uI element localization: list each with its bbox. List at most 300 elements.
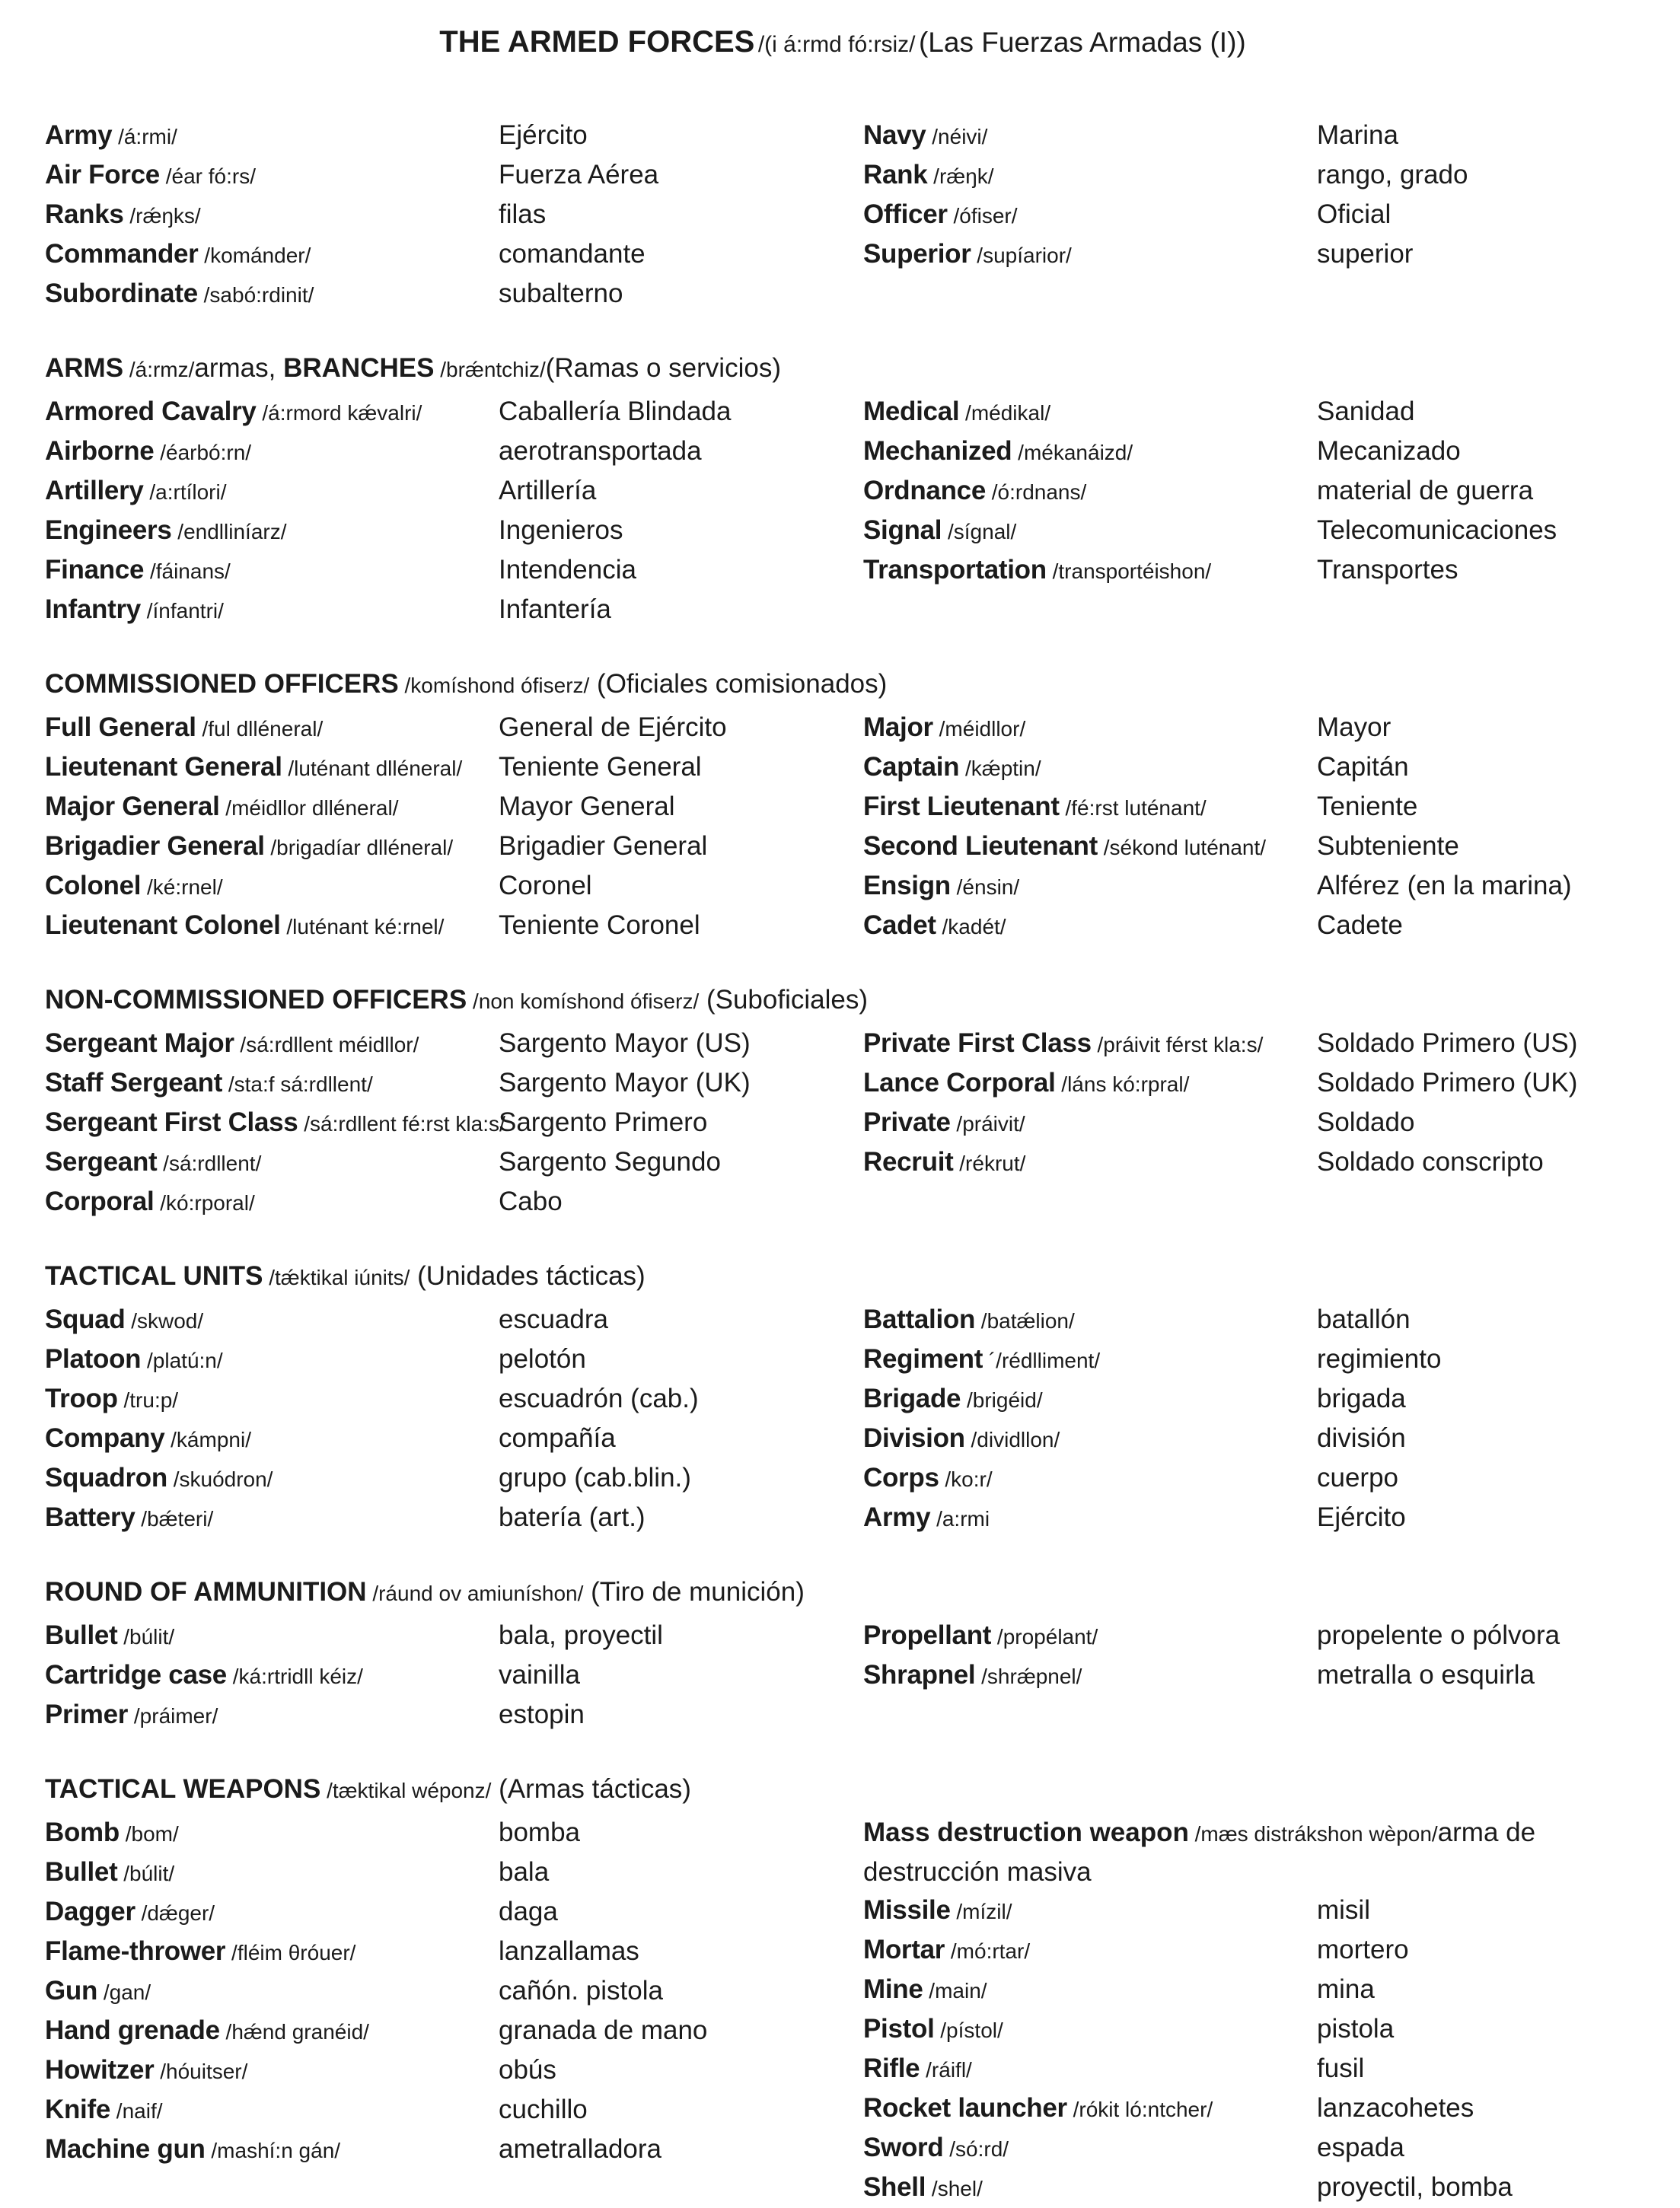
entry-term xyxy=(45,748,499,788)
entry-term xyxy=(863,906,1317,946)
entry-phonetic: /fé:rst luténant/ xyxy=(1059,796,1207,820)
entry-term-text: Propellant xyxy=(863,1620,992,1650)
entry-term xyxy=(863,511,1317,551)
entry-term-text: Lieutenant Colonel xyxy=(45,910,281,940)
entry-term xyxy=(863,196,1317,235)
entry-term xyxy=(45,867,499,906)
entry-phonetic: /fáinans/ xyxy=(144,559,231,583)
entry-term xyxy=(45,2091,499,2130)
entry-term-text: Brigade xyxy=(863,1384,961,1413)
title-text: THE ARMED FORCES xyxy=(439,25,755,59)
entry-term xyxy=(45,827,499,867)
entry-translation: escuadrón (cab.) xyxy=(499,1384,699,1413)
entry-phonetic: /méidllor dlléneral/ xyxy=(219,796,399,820)
entry-term xyxy=(45,1380,499,1419)
entry-translation: Soldado Primero (US) xyxy=(1317,1028,1578,1058)
entry-translation: estopin xyxy=(499,1700,585,1729)
entry-phonetic: /skwod/ xyxy=(125,1309,204,1333)
entry-phonetic: /práivit férst kla:s/ xyxy=(1091,1033,1264,1056)
vocab-section-5 xyxy=(45,1573,1640,1735)
entry-translation: Mayor xyxy=(1317,712,1391,742)
entry-term-text: Bomb xyxy=(45,1818,120,1847)
entry-term xyxy=(45,1024,499,1064)
entry-translation: granada de mano xyxy=(499,2015,708,2045)
entry-term xyxy=(45,1064,499,1104)
section-header-title: ROUND OF AMMUNITION xyxy=(45,1577,367,1607)
entry-term-text: Missile xyxy=(863,1895,951,1925)
entry-translation: mina xyxy=(1317,1974,1375,2004)
entry-term xyxy=(863,1931,1317,1971)
entry-term xyxy=(863,2129,1317,2168)
entry-term xyxy=(45,551,499,591)
entry-translation: Alférez (en la marina) xyxy=(1317,871,1572,900)
entry-phonetic: /sá:rdllent fé:rst kla:s/ xyxy=(298,1112,505,1136)
entry-term-text: Squadron xyxy=(45,1463,167,1493)
entry-phonetic: /mékanáizd/ xyxy=(1012,441,1133,464)
entry-term-text: Mine xyxy=(863,1974,923,2004)
entry-translation: lanzacohetes xyxy=(1317,2093,1474,2123)
section-header-spanish: armas, xyxy=(194,353,284,383)
entry-term-text: Cadet xyxy=(863,910,936,940)
column-right xyxy=(863,709,1640,946)
entry-term xyxy=(45,1932,499,1972)
entry-phonetic: /rókit ló:ntcher/ xyxy=(1066,2098,1213,2121)
entry-term xyxy=(45,2130,499,2170)
entry-term xyxy=(863,1656,1317,1696)
entry-phonetic: /a:rmi xyxy=(930,1507,990,1531)
entry-phonetic: /rékrut/ xyxy=(953,1152,1026,1175)
entry-term-text: Bullet xyxy=(45,1620,118,1650)
entry-phonetic: /énsin/ xyxy=(950,875,1020,899)
entry-term: Mass destruction weapon xyxy=(863,1818,1189,1847)
entry-phonetic: /bom/ xyxy=(119,1822,179,1846)
section-header-spanish: (Unidades tácticas) xyxy=(410,1261,646,1291)
entry-translation: Capitán xyxy=(1317,752,1409,782)
entry-term xyxy=(863,748,1317,788)
column-right xyxy=(863,393,1640,591)
entry-phonetic: /ko:r/ xyxy=(939,1467,993,1491)
entry-term-text: Battalion xyxy=(863,1305,976,1334)
entry-term-text: Mechanized xyxy=(863,436,1012,466)
entry-translation: daga xyxy=(499,1897,558,1926)
entry-term xyxy=(863,709,1317,748)
entry-translation: metralla o esquirla xyxy=(1317,1660,1535,1690)
section-header-phonetic: /á:rmz/ xyxy=(123,358,195,381)
entry-term-text: Machine gun xyxy=(45,2134,206,2164)
entry-term-text: Corps xyxy=(863,1463,939,1493)
entry-term xyxy=(863,156,1317,196)
entry-phonetic: /búlit/ xyxy=(117,1862,175,1885)
entry-term-text: Brigadier General xyxy=(45,831,265,861)
entry-phonetic: /sá:rdllent méidllor/ xyxy=(234,1033,419,1056)
entry-translation: Ejército xyxy=(1317,1502,1406,1532)
entry-phonetic: /bǽteri/ xyxy=(135,1507,214,1531)
entry-phonetic: /rǽŋk/ xyxy=(927,164,994,188)
entry-term xyxy=(863,432,1317,472)
entry-term xyxy=(45,1893,499,1932)
section-columns xyxy=(45,1024,1640,1222)
section-columns xyxy=(45,1814,1640,2208)
entry-term-text: Ensign xyxy=(863,871,951,900)
section-header xyxy=(45,981,1640,1024)
section-header xyxy=(45,349,1640,393)
column-right xyxy=(863,1814,1640,2208)
entry-translation: mortero xyxy=(1317,1935,1409,1964)
entry-term-text: Artillery xyxy=(45,476,144,505)
entry-term-text: Lance Corporal xyxy=(863,1068,1056,1098)
entry-phonetic: /ké:rnel/ xyxy=(141,875,223,899)
entry-phonetic: /éarbó:rn/ xyxy=(154,441,252,464)
entry-phonetic: /ínfantri/ xyxy=(140,599,224,623)
vocab-section-4 xyxy=(45,1257,1640,1538)
entry-translation: Cabo xyxy=(499,1187,563,1216)
entry-term-text: Rocket launcher xyxy=(863,2093,1067,2123)
entry-term-text: Lieutenant General xyxy=(45,752,282,782)
entry-phonetic: /propélant/ xyxy=(991,1625,1098,1649)
entry-term xyxy=(863,1380,1317,1419)
entry-term xyxy=(45,1499,499,1538)
entry-translation: General de Ejército xyxy=(499,712,727,742)
column-left xyxy=(45,116,863,314)
entry-term-text: Major General xyxy=(45,792,220,821)
entry-term xyxy=(45,196,499,235)
section-header-phonetic: /tæktikal wéponz/ xyxy=(320,1779,492,1802)
entry-phonetic: /láns kó:rpral/ xyxy=(1055,1072,1190,1096)
entry-phonetic: /búlit/ xyxy=(117,1625,175,1649)
entry-translation: Sargento Mayor (US) xyxy=(499,1028,751,1058)
entry-translation: regimiento xyxy=(1317,1344,1442,1374)
section-header-title: ARMS xyxy=(45,353,124,383)
entry-translation: Oficial xyxy=(1317,199,1391,229)
entry-term-text: Second Lieutenant xyxy=(863,831,1098,861)
entry-translation: espada xyxy=(1317,2133,1404,2162)
entry-term xyxy=(45,472,499,511)
entry-translation: Sanidad xyxy=(1317,397,1415,426)
entry-phonetic: /transportéishon/ xyxy=(1046,559,1212,583)
entry-translation: pelotón xyxy=(499,1344,586,1374)
entry-translation: Coronel xyxy=(499,871,592,900)
entry-translation: Sargento Primero xyxy=(499,1107,708,1137)
entry-translation: lanzallamas xyxy=(499,1936,639,1966)
entry-phonetic: /rǽŋks/ xyxy=(123,204,201,228)
entry-phonetic: /sá:rdllent/ xyxy=(157,1152,262,1175)
vocab-section-0 xyxy=(45,116,1640,314)
vocab-section-3 xyxy=(45,981,1640,1222)
entry-term xyxy=(45,1459,499,1499)
entry-translation: subalterno xyxy=(499,279,623,308)
entry-term xyxy=(863,393,1317,432)
section-header-title: COMMISSIONED OFFICERS xyxy=(45,669,399,699)
entry-term-text: Engineers xyxy=(45,515,172,545)
entry-translation: Soldado Primero (UK) xyxy=(1317,1068,1578,1098)
entry-term xyxy=(45,1696,499,1735)
entry-translation: Infantería xyxy=(499,594,611,624)
entry-phonetic: /kó:rporal/ xyxy=(154,1191,255,1215)
entry-phonetic: /shrǽpnel/ xyxy=(975,1665,1082,1688)
entry-term-text: Signal xyxy=(863,515,942,545)
entry-translation: Sargento Segundo xyxy=(499,1147,721,1177)
entry-translation: Intendencia xyxy=(499,555,636,585)
entry-translation: misil xyxy=(1317,1895,1370,1925)
section-header-spanish: (Armas tácticas) xyxy=(491,1774,691,1804)
entry-term-text: Division xyxy=(863,1423,965,1453)
entry-term-text: Pistol xyxy=(863,2014,935,2044)
entry-phonetic: /hóuitser/ xyxy=(154,2060,248,2083)
column-left xyxy=(45,393,863,630)
entry-translation: Transportes xyxy=(1317,555,1458,585)
entry-term-text: Sword xyxy=(863,2133,944,2162)
entry-term-text: Company xyxy=(45,1423,165,1453)
entry-term xyxy=(863,1340,1317,1380)
entry-term-text: Private First Class xyxy=(863,1028,1092,1058)
entry-term xyxy=(45,788,499,827)
entry-term-text: Private xyxy=(863,1107,951,1137)
entry-phonetic: /ófiser/ xyxy=(947,204,1018,228)
entry-term-text: Infantry xyxy=(45,594,141,624)
section-columns xyxy=(45,1301,1640,1538)
entry-phonetic: /kadét/ xyxy=(936,915,1006,938)
entry-term xyxy=(45,906,499,946)
section-header xyxy=(45,1770,1640,1814)
column-left xyxy=(45,1814,863,2170)
entry-translation: Soldado xyxy=(1317,1107,1415,1137)
column-left xyxy=(45,1617,863,1735)
section-header-phonetic: /non komíshond ófiserz/ xyxy=(467,989,700,1013)
entry-translation: Sargento Mayor (UK) xyxy=(499,1068,751,1098)
title-phonetic: /(i á:rmd fó:rsiz/ xyxy=(757,32,916,57)
entry-translation: Subteniente xyxy=(1317,831,1459,861)
section-columns xyxy=(45,709,1640,946)
entry-term-text: Ordnance xyxy=(863,476,986,505)
entry-term xyxy=(45,1853,499,1893)
entry-term xyxy=(45,116,499,156)
entry-term xyxy=(45,235,499,275)
entry-term-text: Cartridge case xyxy=(45,1660,227,1690)
entry-phonetic: /só:rd/ xyxy=(943,2137,1009,2161)
section-header-title: BRANCHES xyxy=(283,353,435,383)
entry-term xyxy=(45,1104,505,1143)
entry-term-text: Major xyxy=(863,712,933,742)
entry-phonetic: /hǽnd granéid/ xyxy=(219,2020,369,2044)
entry-term-text: Navy xyxy=(863,120,926,150)
entry-term xyxy=(863,2168,1317,2208)
section-header-spanish: (Ramas o servicios) xyxy=(545,353,781,383)
entry-phonetic: /luténant ké:rnel/ xyxy=(280,915,445,938)
entry-phonetic: /mæs distrákshon wèpon/ xyxy=(1188,1822,1438,1846)
entry-translation: Brigadier General xyxy=(499,831,708,861)
entry-term xyxy=(863,1064,1317,1104)
column-right xyxy=(863,1301,1640,1538)
entry-translation: ametralladora xyxy=(499,2134,661,2164)
entry-term xyxy=(45,1183,499,1222)
entry-phonetic: /mó:rtar/ xyxy=(945,1939,1031,1963)
entry-term-text: Shell xyxy=(863,2172,926,2202)
entry-term xyxy=(863,788,1317,827)
entry-term-text: Shrapnel xyxy=(863,1660,976,1690)
entry-phonetic: ´/rédlliment/ xyxy=(983,1349,1101,1372)
entry-term xyxy=(863,1459,1317,1499)
entry-term-text: Primer xyxy=(45,1700,129,1729)
entry-phonetic: /endlliníarz/ xyxy=(171,520,287,543)
entry-term xyxy=(45,1340,499,1380)
entry-term-text: Colonel xyxy=(45,871,142,900)
entry-term-text: Rank xyxy=(863,160,928,190)
entry-phonetic: /batǽlion/ xyxy=(975,1309,1075,1333)
entry-term-text: Staff Sergeant xyxy=(45,1068,223,1098)
entry-term-text: Troop xyxy=(45,1384,118,1413)
entry-term-text: Commander xyxy=(45,239,199,269)
vocab-section-6 xyxy=(45,1770,1640,2208)
section-header-phonetic: /ráund ov amiuníshon/ xyxy=(366,1582,584,1605)
entry-term-text: Air Force xyxy=(45,160,160,190)
entry-translation: Mecanizado xyxy=(1317,436,1461,466)
section-header-phonetic: /brǽntchiz/ xyxy=(434,358,546,381)
entry-phonetic: /sígnal/ xyxy=(942,520,1017,543)
section-header-title: NON-COMMISSIONED OFFICERS xyxy=(45,985,467,1015)
entry-translation: brigada xyxy=(1317,1384,1406,1413)
entry-term xyxy=(863,1301,1317,1340)
entry-phonetic: /dividllon/ xyxy=(964,1428,1060,1451)
section-columns xyxy=(45,393,1640,630)
entry-phonetic: /luténant dlléneral/ xyxy=(282,757,463,780)
entry-phonetic: /éar fó:rs/ xyxy=(159,164,257,188)
entry-term-text: Army xyxy=(863,1502,931,1532)
entry-term-text: Platoon xyxy=(45,1344,142,1374)
section-header-phonetic: /tǽktikal iúnits/ xyxy=(263,1266,410,1289)
entry-phonetic: /sabó:rdinit/ xyxy=(197,283,314,307)
entry-term-text: Sergeant xyxy=(45,1147,158,1177)
entry-translation: Telecomunicaciones xyxy=(1317,515,1557,545)
entry-translation: cañón. pistola xyxy=(499,1976,663,2006)
entry-translation: pistola xyxy=(1317,2014,1395,2044)
entry-term-text: Dagger xyxy=(45,1897,135,1926)
entry-term-text: Gun xyxy=(45,1976,98,2006)
entry-translation: Fuerza Aérea xyxy=(499,160,659,190)
entry-translation: batallón xyxy=(1317,1305,1411,1334)
entry-phonetic: /ful dlléneral/ xyxy=(196,717,324,741)
entry-phonetic: /médikal/ xyxy=(959,401,1051,425)
vocab-section-1 xyxy=(45,349,1640,630)
entry-term-text: First Lieutenant xyxy=(863,792,1060,821)
entry-term-text: Superior xyxy=(863,239,971,269)
entry-translation: Ejército xyxy=(499,120,588,150)
entry-term-text: Recruit xyxy=(863,1147,954,1177)
entry-term-text: Airborne xyxy=(45,436,155,466)
entry-phonetic: /brigéid/ xyxy=(961,1388,1043,1412)
entry-term-text: Full General xyxy=(45,712,196,742)
entry-phonetic: /sékond luténant/ xyxy=(1098,836,1267,859)
entry-term xyxy=(863,1143,1317,1183)
section-columns xyxy=(45,1617,1640,1735)
entry-term-text: Battery xyxy=(45,1502,135,1532)
entry-phonetic: /brigadíar dlléneral/ xyxy=(264,836,454,859)
entry-term xyxy=(45,1656,499,1696)
entry-term xyxy=(863,472,1317,511)
entry-phonetic: /práimer/ xyxy=(128,1704,218,1728)
entry-phonetic: /á:rmord kǽvalri/ xyxy=(256,401,422,425)
entry-term xyxy=(863,1499,1317,1538)
column-left xyxy=(45,1301,863,1538)
entry-phonetic: /naif/ xyxy=(110,2099,163,2123)
entry-term xyxy=(863,1971,1317,2010)
section-header-phonetic: /komíshond ófiserz/ xyxy=(398,674,590,697)
entry-translation: bala xyxy=(499,1857,550,1887)
entry-term xyxy=(45,1814,499,1853)
entry-translation: comandante xyxy=(499,239,646,269)
entry-phonetic: /fléim θróuer/ xyxy=(225,1941,356,1964)
entry-term xyxy=(45,591,499,630)
entry-phonetic: /skuódron/ xyxy=(167,1467,273,1491)
column-left xyxy=(45,709,863,946)
entry-translation: bomba xyxy=(499,1818,581,1847)
entry-term-text: Medical xyxy=(863,397,960,426)
entry-term xyxy=(863,2089,1317,2129)
entry-translation: batería (art.) xyxy=(499,1502,646,1532)
entry-term-text: Rifle xyxy=(863,2053,920,2083)
vocab-section-2 xyxy=(45,665,1640,946)
section-header xyxy=(45,1573,1640,1617)
entry-translation: cuchillo xyxy=(499,2095,588,2124)
entry-term xyxy=(45,1143,499,1183)
entry-translation: grupo (cab.blin.) xyxy=(499,1463,691,1493)
entry-term xyxy=(863,1104,1317,1143)
entry-phonetic: /mízil/ xyxy=(950,1900,1012,1923)
entry-translation: Teniente xyxy=(1317,792,1418,821)
entry-term-text: Corporal xyxy=(45,1187,155,1216)
entry-phonetic: /kománder/ xyxy=(198,244,311,267)
entry-translation: rango, grado xyxy=(1317,160,1468,190)
entry-translation: fusil xyxy=(1317,2053,1365,2083)
entry-term-text: Sergeant First Class xyxy=(45,1107,298,1137)
entry-term-text: Officer xyxy=(863,199,948,229)
entry-translation: aerotransportada xyxy=(499,436,702,466)
entry-term xyxy=(863,235,1317,275)
entry-translation: Teniente General xyxy=(499,752,702,782)
sections xyxy=(45,116,1640,2208)
entry-translation: vainilla xyxy=(499,1660,580,1690)
entry-term-text: Sergeant Major xyxy=(45,1028,234,1058)
entry-term-text: Captain xyxy=(863,752,960,782)
column-right xyxy=(863,1024,1640,1183)
entry-term-text: Howitzer xyxy=(45,2055,155,2085)
entry-term-text: Flame-thrower xyxy=(45,1936,226,1966)
entry-term-text: Transportation xyxy=(863,555,1047,585)
entry-translation: cuerpo xyxy=(1317,1463,1399,1493)
section-header-spanish: (Oficiales comisionados) xyxy=(589,669,888,699)
entry-translation: Mayor General xyxy=(499,792,675,821)
entry-term-text: Hand grenade xyxy=(45,2015,220,2045)
entry-term-text: Regiment xyxy=(863,1344,983,1374)
entry-term xyxy=(863,1617,1317,1656)
entry-phonetic: /supíarior/ xyxy=(971,244,1072,267)
entry-term xyxy=(863,1024,1317,1064)
entry-translation: Soldado conscripto xyxy=(1317,1147,1544,1177)
entry-phonetic: /ká:rtridll kéiz/ xyxy=(226,1665,363,1688)
entry-term xyxy=(45,709,499,748)
entry-term xyxy=(45,1617,499,1656)
vocab-entry-wide xyxy=(863,1814,1640,1891)
entry-term xyxy=(863,827,1317,867)
entry-translation: propelente o pólvora xyxy=(1317,1620,1560,1650)
entry-phonetic: /tru:p/ xyxy=(117,1388,179,1412)
entry-term-text: Army xyxy=(45,120,113,150)
entry-phonetic: /mashí:n gán/ xyxy=(205,2139,341,2162)
entry-phonetic: /kǽptin/ xyxy=(959,757,1041,780)
entry-term xyxy=(45,432,499,472)
entry-translation: superior xyxy=(1317,239,1414,269)
entry-translation: filas xyxy=(499,199,547,229)
column-right xyxy=(863,1617,1640,1696)
